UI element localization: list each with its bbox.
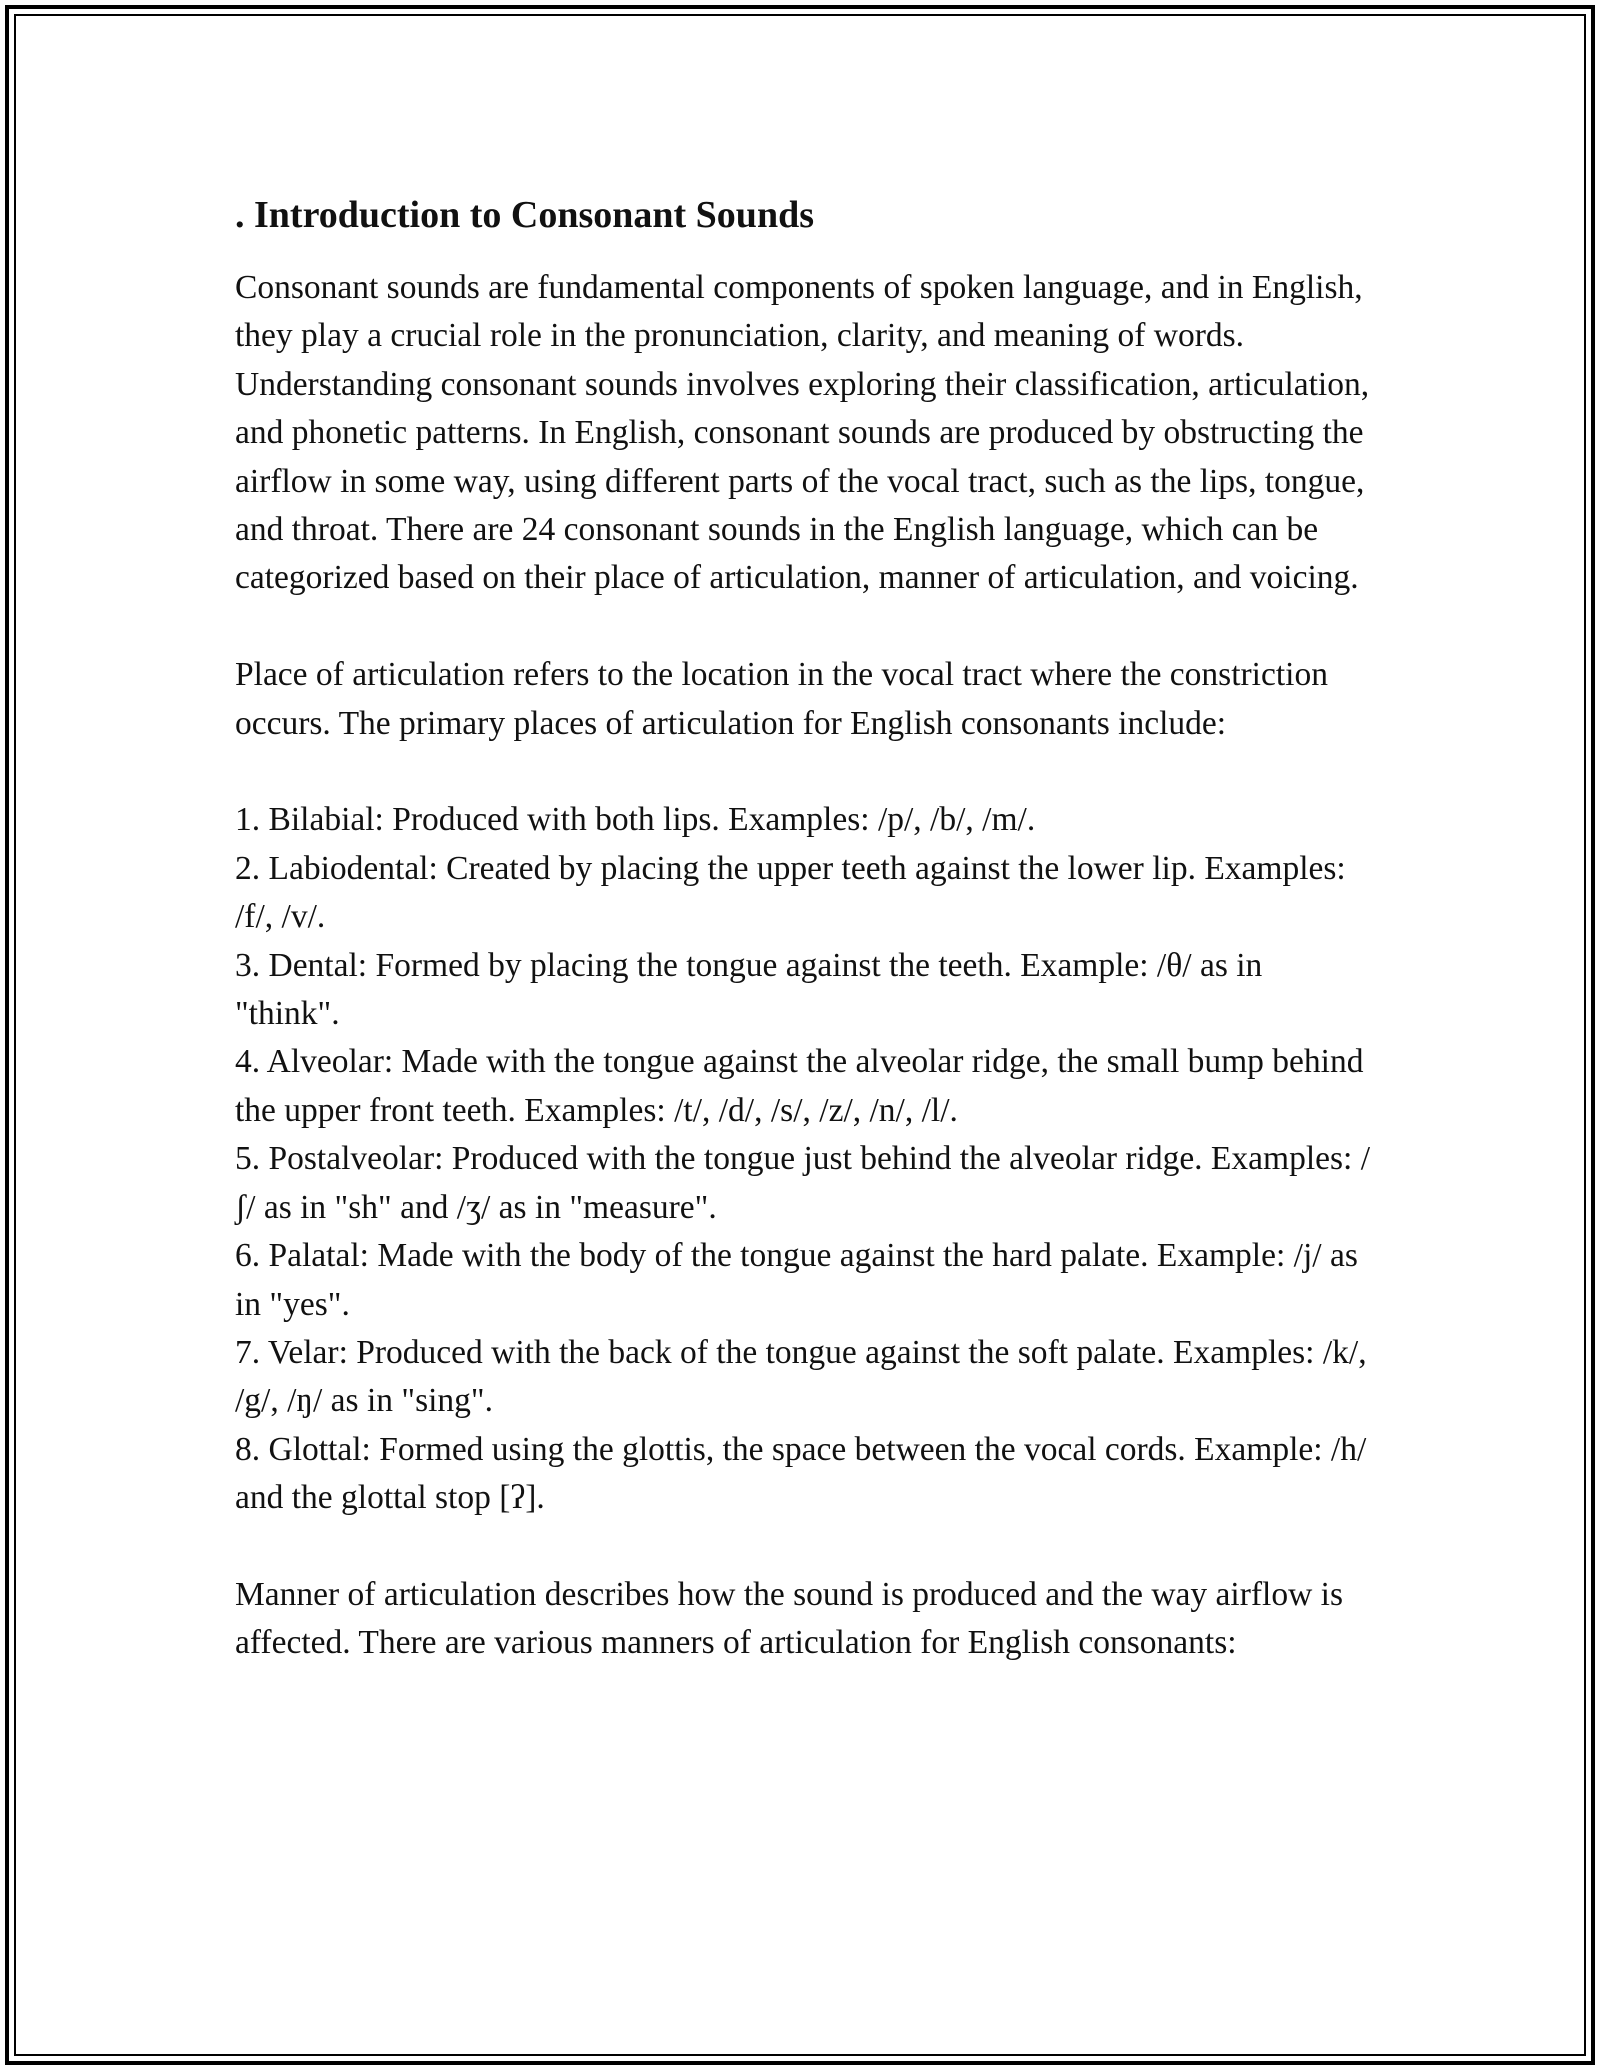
- section-heading: . Introduction to Consonant Sounds: [235, 194, 814, 236]
- list-item-labiodental: 2. Labiodental: Created by placing the upper teeth against the lower lip. Examples: /f/, /v/.: [235, 849, 1346, 936]
- list-item-palatal: 6. Palatal: Made with the body of the tongue against the hard palate. Example: /j/ as in "yes".: [235, 1237, 1358, 1323]
- list-item-glottal: 8. Glottal: Formed using the glottis, the space between the vocal cords. Example: /h/ and the glottal stop [ʔ].: [235, 1430, 1367, 1517]
- list-item-velar: 7. Velar: Produced with the back of the tongue against the soft palate. Examples: /k/, /g/, /ŋ/ as in "sing".: [235, 1333, 1367, 1420]
- document-body: [235, 188, 1375, 1716]
- list-item-postalveolar: 5. Postalveolar: Produced with the tongue just behind the alveolar ridge. Examples: /ʃ/ as in "sh" and /ʒ/ as in "measure".: [235, 1140, 1371, 1226]
- manner-of-articulation-paragraph: Manner of articulation describes how the sound is produced and the way airflow is affected. There are various manners of articulation for English consonants:: [235, 1575, 1343, 1662]
- place-of-articulation-paragraph: Place of articulation refers to the location in the vocal tract where the constriction occurs. The primary places of articulation for English consonants include:: [235, 656, 1328, 742]
- list-item-bilabial: 1. Bilabial: Produced with both lips. Examples: /p/, /b/, /m/.: [235, 801, 1036, 839]
- list-item-dental: 3. Dental: Formed by placing the tongue against the teeth. Example: /θ/ as in "think".: [235, 946, 1263, 1033]
- list-item-alveolar: 4. Alveolar: Made with the tongue against the alveolar ridge, the small bump behind the upper front teeth. Examples: /t/, /d/, /s/, /z/, /n/, /l/.: [235, 1043, 1364, 1129]
- intro-paragraph: Consonant sounds are fundamental components of spoken language, and in English, they play a crucial role in the pronunciation, clarity, and meaning of words. Understanding consonant sounds involves exploring their classification, articulation, and phonetic patterns. In English, consonant sounds are produced by obstructing the airflow in some way, using different parts of the vocal tract, such as the lips, tongue, and throat. There are 24 consonant sounds in the English language, which can be categorized based on their place of articulation, manner of articulation, and voicing.: [235, 269, 1370, 597]
- places-of-articulation-list: [235, 796, 1375, 1522]
